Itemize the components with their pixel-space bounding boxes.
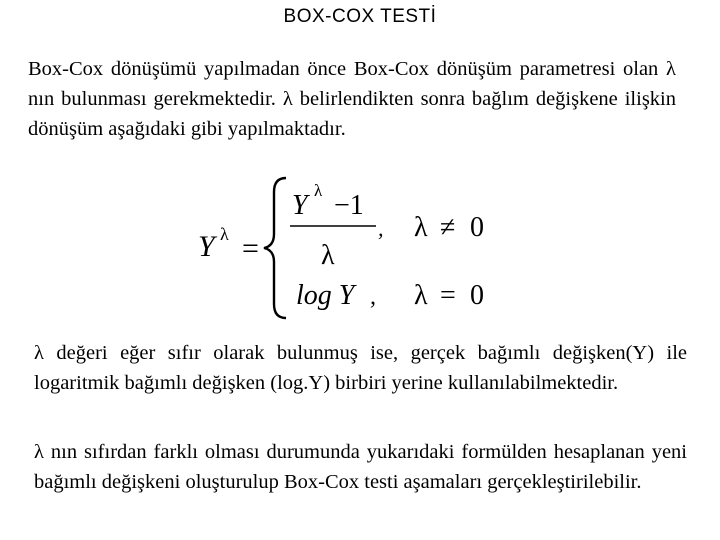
lambda-symbol: λ [666,58,676,80]
zero-lambda-text: değeri eğer sıfır olarak bulunmuş ise, gerçek bağımlı değişken(Y) ile logaritmik bağımlı değişken (log.Y) birbiri yerine kullanılabilmektedir. [34,342,687,394]
zero-lambda-paragraph [34,338,687,398]
case2-condition-value: 0 [470,280,484,311]
lambda-symbol: λ [34,342,44,364]
case2-comma: , [370,284,376,310]
lambda-symbol: λ [282,88,293,110]
case1-denominator: λ [321,240,335,271]
lambda-symbol: λ [34,441,44,463]
case1-condition-lambda: λ [414,212,428,243]
intro-text-end: belirlendikten sonra bağlım değişkene ilişkin dönüşüm aşağıdaki gibi yapılmaktadır. [28,88,676,140]
formula-svg [190,172,510,322]
intro-paragraph [28,54,676,144]
formula-brace [264,178,286,318]
page-title: BOX-COX TESTİ [283,6,437,27]
intro-text-start: Box-Cox dönüşümü yapılmadan önce Box-Cox dönüşüm parametresi olan [28,58,667,80]
case1-numerator-base: Y [292,190,308,221]
case1-condition-operator: ≠ [440,212,456,243]
formula-equals: = [242,232,259,265]
case2-condition-operator: = [440,280,456,311]
case1-condition-value: 0 [470,212,484,243]
case1-comma: , [378,216,384,241]
case1-numerator-rest: −1 [334,190,364,221]
case2-condition-lambda: λ [414,280,428,311]
nonzero-lambda-text: nın sıfırdan farklı olması durumunda yukarıdaki formülden hesaplanan yeni bağımlı değişkeni oluşturulup Box-Cox testi aşamaları gerçekleştirilebilir. [34,441,687,493]
intro-text-middle: nın bulunması gerekmektedir. [28,88,283,110]
nonzero-lambda-paragraph [34,437,687,497]
case1-numerator-exponent: λ [314,181,323,200]
box-cox-formula [190,172,510,322]
formula-lhs-base: Y [198,230,215,263]
case2-expression: log Y [296,280,355,311]
formula-lhs-exponent: λ [220,224,229,244]
